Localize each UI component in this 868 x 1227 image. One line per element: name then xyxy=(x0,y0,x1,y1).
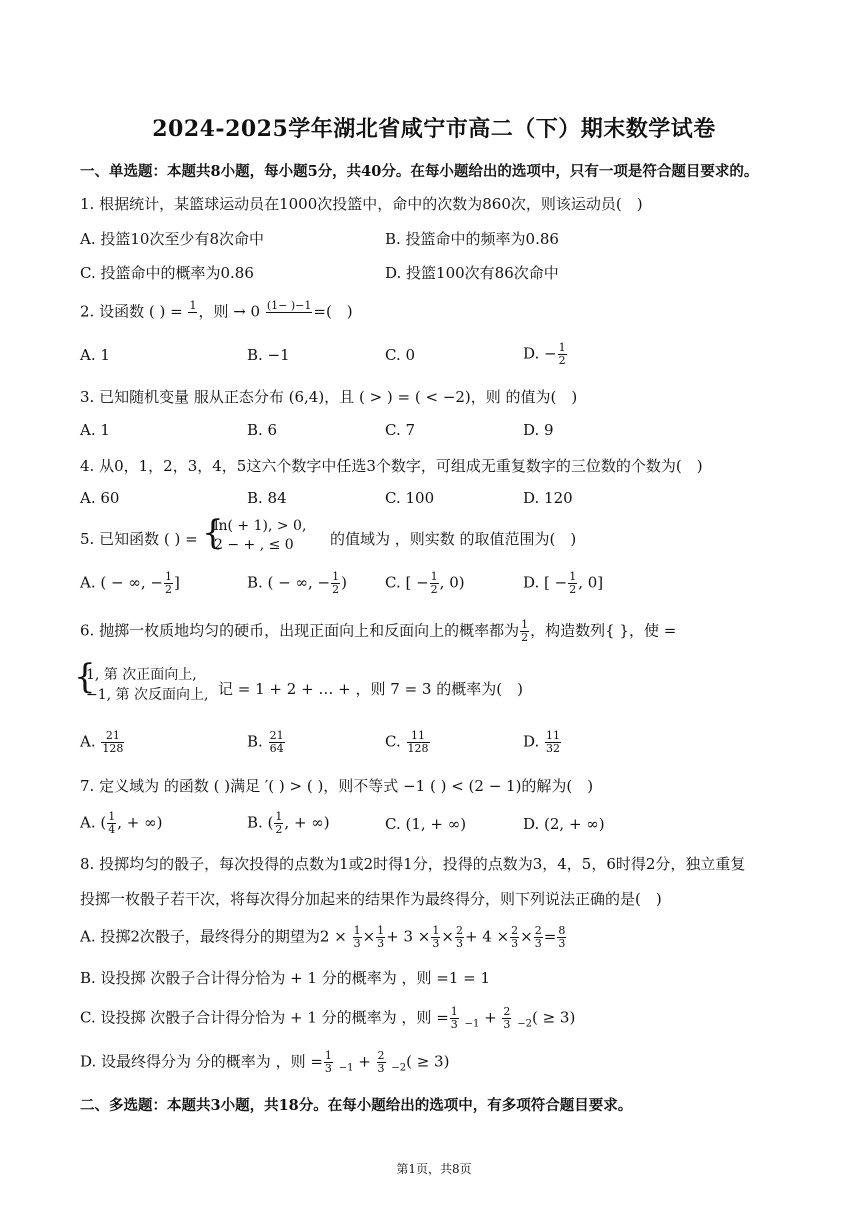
page-footer: 第1页，共8页 xyxy=(396,1162,472,1176)
case-2: 2 − + , ≤ 0 xyxy=(214,537,294,553)
question-7-option-d: D. (2, + ∞) xyxy=(523,815,605,833)
question-8-option-a: A. 投掷2次骰子，最终得分的期望为2 × $\frac{1}{3}$ × $\frac{1}{3}$ + 3 × $\frac{1}{3}$ × $\frac{2}{3}$ + 4 × $\frac{2}{3}$ × $\frac{2}{3}$ = $\frac{8}{3}$ xyxy=(80,924,566,950)
question-3-option-d: D. 9 xyxy=(523,421,554,439)
question-1-stem: 1. 根据统计，某篮球运动员在1000次投篮中，命中的次数为860次，则该运动员( ) xyxy=(80,195,643,213)
question-5-option-b: B. ( − ∞, − $\frac{1}{2}$ ) xyxy=(247,570,347,596)
question-2-option-a: A. 1 xyxy=(80,346,110,364)
question-4-stem: 4. 从0，1，2，3，4，5这六个数字中任选3个数字，可组成无重复数字的三位数的个数为( ) xyxy=(80,457,703,475)
question-4-option-d: D. 120 xyxy=(523,489,573,507)
question-4-option-a: A. 60 xyxy=(80,489,120,507)
question-1-option-c: C. 投篮命中的概率为0.86 xyxy=(80,264,254,282)
question-8-option-d: D. 设最终得分为 分的概率为 ，则 = $\frac{1}{3}$ $_{-1}$ + $\frac{2}{3}$ $_{-2}$( ≥ 3) xyxy=(80,1049,450,1075)
question-6-option-d: D. $\frac{11}{32}$ xyxy=(523,729,561,755)
case-1: 1, 第 次正面向上, xyxy=(86,667,197,683)
fraction: 1 xyxy=(189,299,197,312)
question-5-stem-b: 的值域为 ，则实数 的取值范围为( ) xyxy=(330,530,577,548)
question-5-option-a: A. ( − ∞, − $\frac{1}{2}$ ] xyxy=(80,570,180,596)
question-6-option-c: C. $\frac{11}{128}$ xyxy=(385,729,429,755)
case-1: ln( + 1), > 0, xyxy=(214,518,307,534)
question-8-stem-line-2: 投掷一枚骰子若干次，将每次得分加起来的结果作为最终得分，则下列说法正确的是( ) xyxy=(80,890,662,908)
question-7-option-b: B. ( $\frac{1}{2}$ , + ∞) xyxy=(247,810,330,836)
question-5-stem-a: 5. 已知函数 ( ) = xyxy=(80,530,198,548)
question-5-option-d: D. [ − $\frac{1}{2}$ , 0] xyxy=(523,570,604,596)
question-5-option-c: C. [ − $\frac{1}{2}$ , 0) xyxy=(385,570,465,596)
question-7-stem: 7. 定义域为 的函数 ( )满足 ′( ) > ( )，则不等式 −1 ( ) < (2 − 1)的解为( ) xyxy=(80,777,594,795)
question-6-stem-a: 6. 抛掷一枚质地均匀的硬币，出现正面向上和反面向上的概率都为 $\frac{1}{2}$ ，构造数列{ }，使 = xyxy=(80,618,677,644)
question-3-option-b: B. 6 xyxy=(247,421,278,439)
question-6-option-a: A. $\frac{21}{128}$ xyxy=(80,729,124,755)
question-7-option-a: A. ( $\frac{1}{4}$ , + ∞) xyxy=(80,810,163,836)
question-6-option-b: B. $\frac{21}{64}$ xyxy=(247,729,284,755)
question-2-stem: 2. 设函数 ( ) = 1 ，则 → 0 (1− )−1 =( ) xyxy=(80,300,353,325)
question-2-option-d: D. − $\frac{1}{2}$ xyxy=(523,341,566,367)
question-2-option-c: C. 0 xyxy=(385,346,416,364)
left-brace: { xyxy=(74,657,96,697)
question-1-option-d: D. 投篮100次有86次命中 xyxy=(385,264,559,282)
question-1-option-b: B. 投篮命中的频率为0.86 xyxy=(385,230,559,248)
case-2: −1, 第 次反面向上, xyxy=(86,687,209,703)
section-2-heading: 二、多选题：本题共3小题，共18分。在每小题给出的选项中，有多项符合题目要求。 xyxy=(80,1097,633,1114)
question-8-option-c: C. 设投掷 次骰子合计得分恰为 + 1 分的概率为 ，则 = $\frac{1}{3}$ $_{-1}$ + $\frac{2}{3}$ $_{-2}$( ≥ 3) xyxy=(80,1005,576,1031)
question-1-option-a: A. 投篮10次至少有8次命中 xyxy=(80,230,264,248)
question-3-stem: 3. 已知随机变量 服从正态分布 (6,4)，且 ( > ) = ( < −2)，则 的值为( ) xyxy=(80,388,578,406)
question-3-option-c: C. 7 xyxy=(385,421,416,439)
limit-fraction: (1− )−1 xyxy=(266,299,312,312)
question-3-option-a: A. 1 xyxy=(80,421,110,439)
question-4-option-c: C. 100 xyxy=(385,489,435,507)
question-8-stem-line-1: 8. 投掷均匀的骰子，每次投得的点数为1或2时得1分，投得的点数为3，4，5，6时得2分，独立重复 xyxy=(80,855,746,873)
question-7-option-c: C. (1, + ∞) xyxy=(385,815,467,833)
left-brace: { xyxy=(202,513,224,553)
page-title: 2024-2025学年湖北省咸宁市高二（下）期末数学试卷 xyxy=(152,116,716,142)
question-2-option-b: B. −1 xyxy=(247,346,290,364)
section-1-heading: 一、单选题：本题共8小题，每小题5分，共40分。在每小题给出的选项中，只有一项是符合题目要求的。 xyxy=(80,163,759,180)
question-8-option-b: B. 设投掷 次骰子合计得分恰为 + 1 分的概率为 ，则 =1 = 1 xyxy=(80,969,491,987)
question-4-option-b: B. 84 xyxy=(247,489,287,507)
question-6-stem-c: 记 = 1 + 2 + … + ，则 7 = 3 的概率为( ) xyxy=(218,680,523,698)
